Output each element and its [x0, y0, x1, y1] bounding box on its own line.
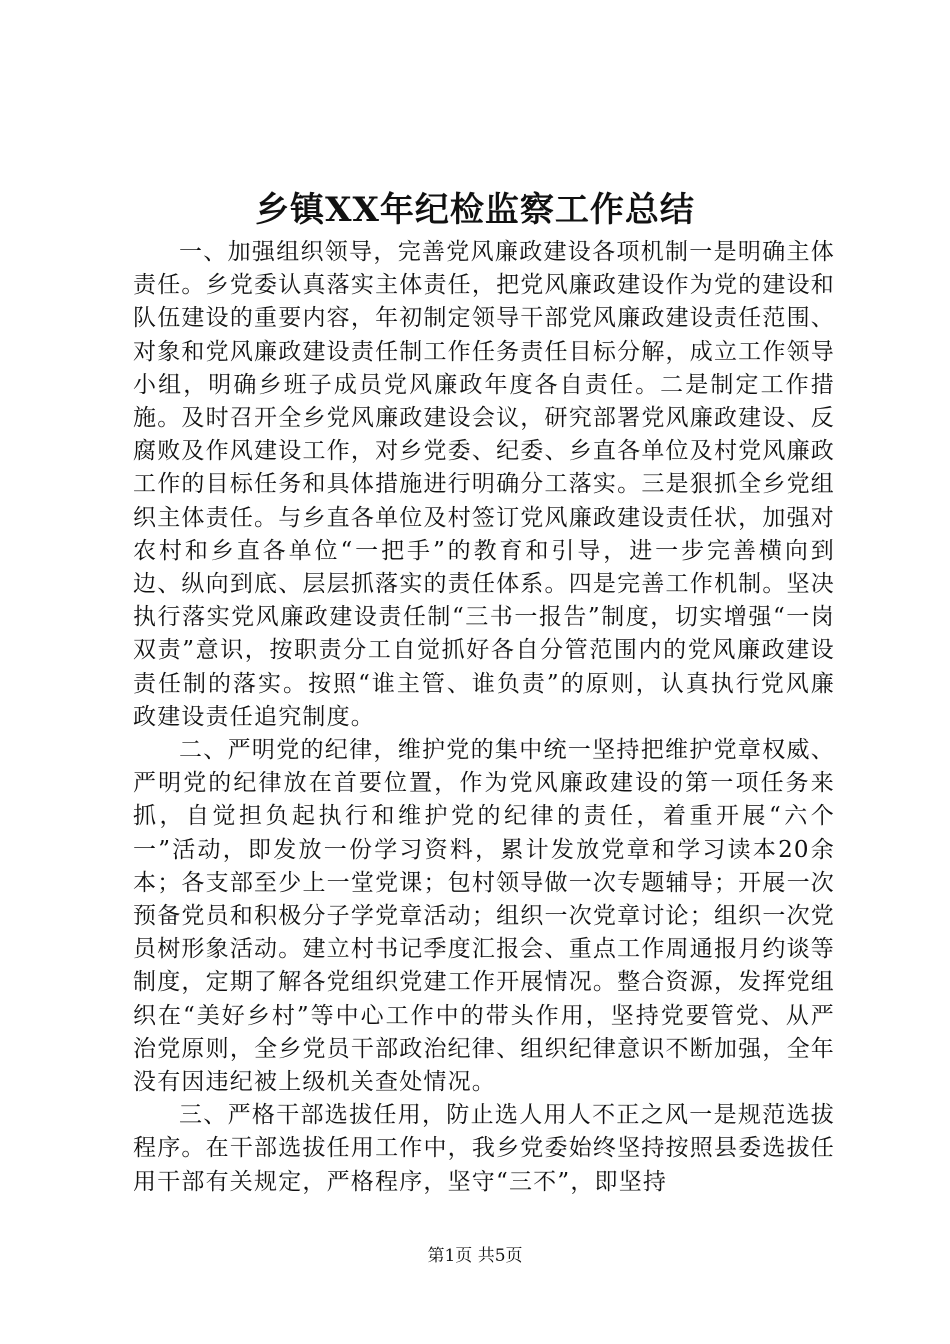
paragraph-1: 一、加强组织领导，完善党风廉政建设各项机制一是明确主体责任。乡党委认真落实主体责任，把党风廉政建设作为党的建设和队伍建设的重要内容，年初制定领导干部党风廉政建设责任范围、对象和党风廉政建设责任制工作任务责任目标分解，成立工作领导小组，明确乡班子成员党风廉政年度各自责任。二是制定工作措施。及时召开全乡党风廉政建设会议，研究部署党风廉政建设、反腐败及作风建设工作，对乡党委、纪委、乡直各单位及村党风廉政工作的目标任务和具体措施进行明确分工落实。三是狠抓全乡党组织主体责任。与乡直各单位及村签订党风廉政建设责任状，加强对农村和乡直各单位“一把手”的教育和引导，进一步完善横向到边、纵向到底、层层抓落实的责任体系。四是完善工作机制。坚决执行落实党风廉政建设责任制“三书一报告”制度，切实增强“一岗双责”意识，按职责分工自觉抓好各自分管范围内的党风廉政建设责任制的落实。按照“谁主管、谁负责”的原则，认真执行党风廉政建设责任追究制度。 — [133, 239, 835, 730]
paragraph-2: 二、严明党的纪律，维护党的集中统一坚持把维护党章权威、严明党的纪律放在首要位置，作为党风廉政建设的第一项任务来抓，自觉担负起执行和维护党的纪律的责任，着重开展“六个一”活动，即发放一份学习资料，累计发放党章和学习读本20余本；各支部至少上一堂党课；包村领导做一次专题辅导；开展一次预备党员和积极分子学党章活动；组织一次党章讨论；组织一次党员树形象活动。建立村书记季度汇报会、重点工作周通报月约谈等制度，定期了解各党组织党建工作开展情况。整合资源，发挥党组织在“美好乡村”等中心工作中的带头作用，坚持党要管党、从严治党原则，全乡党员干部政治纪律、组织纪律意识不断加强，全年没有因违纪被上级机关查处情况。 — [133, 737, 835, 1096]
document-title: 乡镇XX年纪检监察工作总结 — [255, 190, 695, 230]
page-number: 第1页 共5页 — [427, 1246, 523, 1266]
document-body — [133, 236, 835, 1199]
page-footer — [0, 1244, 950, 1268]
paragraph-3: 三、严格干部选拔任用，防止选人用人不正之风一是规范选拔程序。在干部选拔任用工作中，我乡党委始终坚持按照县委选拔任用干部有关规定，严格程序，坚守“三不”，即坚持 — [133, 1102, 835, 1195]
